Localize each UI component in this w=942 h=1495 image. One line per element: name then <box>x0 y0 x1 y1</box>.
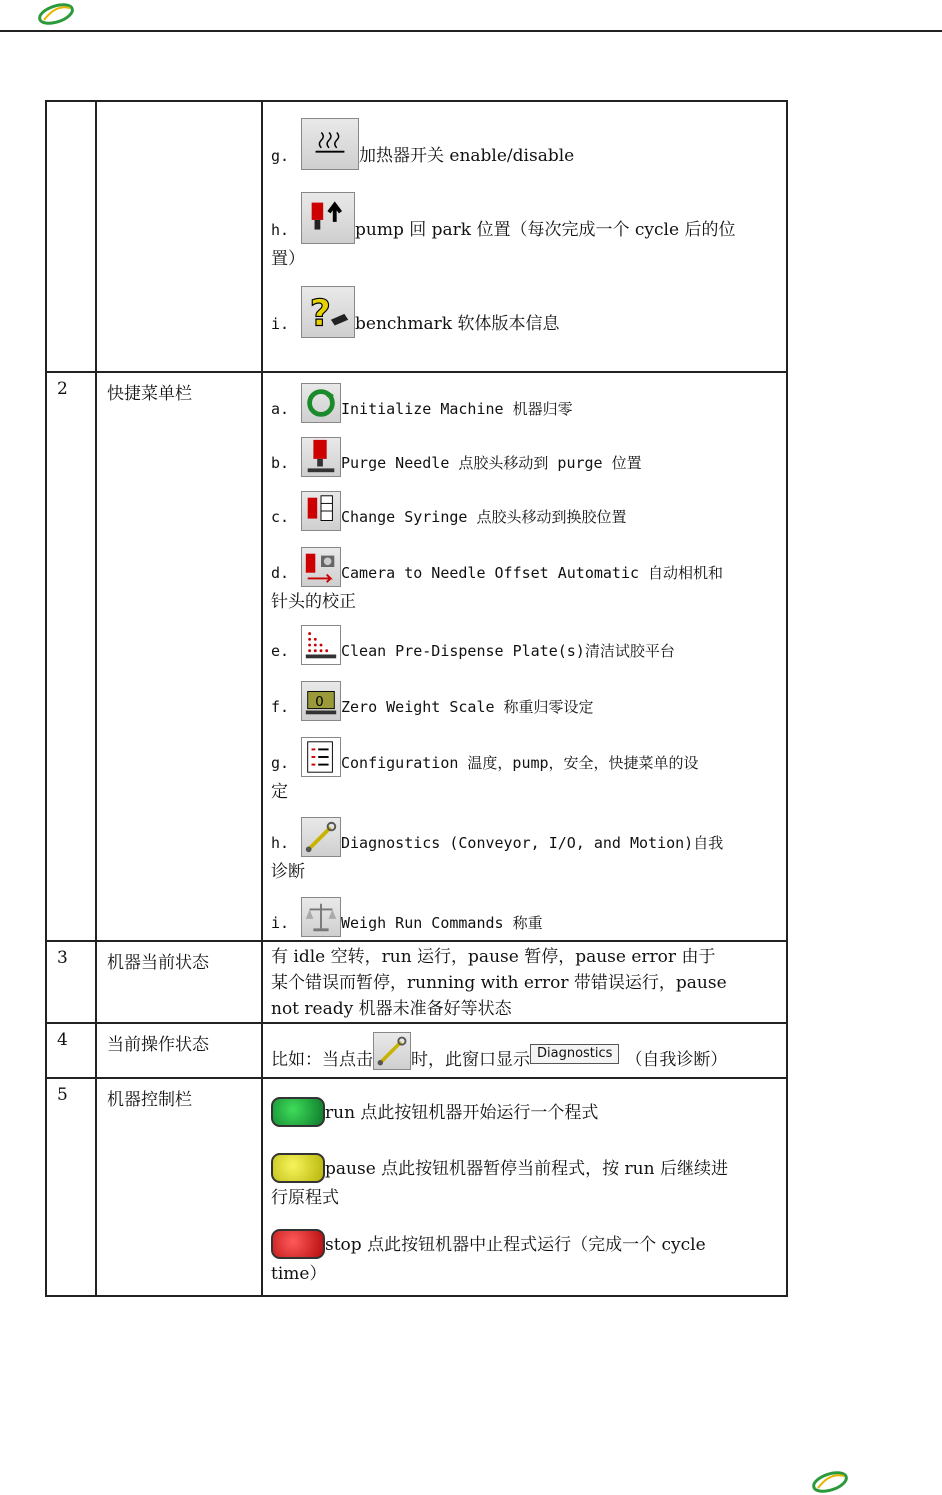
company-logo-icon <box>36 2 76 26</box>
stop-button-icon <box>271 1229 325 1259</box>
list-item: i. ? benchmark 软体版本信息 <box>271 286 778 338</box>
company-logo-icon <box>810 1470 850 1494</box>
list-item: b. Purge Needle 点胶头移动到 purge 位置 <box>271 433 778 477</box>
initialize-machine-icon <box>301 383 341 423</box>
configuration-icon <box>301 737 341 777</box>
row-name: 快捷菜单栏 <box>96 372 262 941</box>
row-number: 4 <box>46 1023 96 1078</box>
list-item: h. Diagnostics (Conveyor, I/O, and Motion)自我 <box>271 811 778 857</box>
camera-needle-offset-icon <box>301 547 341 587</box>
clean-plate-icon <box>301 625 341 665</box>
table-row <box>46 1078 787 1296</box>
row-description: g. 加热器开关 enable/disable h. pump 回 park 位置（每次完成一个 cycle 后的位 置） i. ? benchmark 软体版本信息 <box>262 101 787 372</box>
table-row <box>46 941 787 1023</box>
list-item: e. Clean Pre-Dispense Plate(s)清洁试胶平台 <box>271 621 778 665</box>
list-item: run 点此按钮机器开始运行一个程式 <box>271 1087 778 1127</box>
benchmark-help-icon <box>301 286 355 338</box>
run-button-icon <box>271 1097 325 1127</box>
row-number <box>46 101 96 372</box>
table-row <box>46 1023 787 1078</box>
table-row <box>46 372 787 941</box>
row-name: 机器控制栏 <box>96 1078 262 1296</box>
row-number: 3 <box>46 941 96 1023</box>
pump-park-icon <box>301 192 355 244</box>
status-box: Diagnostics <box>530 1044 619 1064</box>
row-name: 当前操作状态 <box>96 1023 262 1078</box>
row-description: run 点此按钮机器开始运行一个程式 pause 点此按钮机器暂停当前程式，按 run 后继续进 行原程式 stop 点此按钮机器中止程式运行（完成一个 cycle time） <box>262 1078 787 1296</box>
purge-needle-icon <box>301 437 341 477</box>
list-item: c. Change Syringe 点胶头移动到换胶位置 <box>271 487 778 531</box>
diagnostics-icon <box>373 1032 411 1070</box>
list-item: stop 点此按钮机器中止程式运行（完成一个 cycle <box>271 1221 778 1259</box>
list-item: d. Camera to Needle Offset Automatic 自动相机和 <box>271 541 778 587</box>
zero-weight-scale-icon <box>301 681 341 721</box>
pause-button-icon <box>271 1153 325 1183</box>
row-description: 比如：当点击 时，此窗口显示 Diagnostics （自我诊断） <box>262 1023 787 1078</box>
row-description: a. Initialize Machine 机器归零 b. Purge Needle 点胶头移动到 purge 位置 c. Change Syringe 点胶头移动到换胶位置 d. Camera to Needle Offset Automatic 自动相机和 针头的校正 e. Clean Pre-Dispense Plate(s)清洁试胶平台 f. 0 Zero Weight Scale 称重归零设定 g. Configuration 温度，pump，安全，快捷菜单的设 定 h. Diagnostics (Conveyor, I/O, and Motion)自我 诊断 i. Weigh Run Commands 称重 <box>262 372 787 941</box>
feature-table <box>45 100 788 1297</box>
list-item: g. 加热器开关 enable/disable <box>271 112 778 170</box>
row-name <box>96 101 262 372</box>
list-item: i. Weigh Run Commands 称重 <box>271 891 778 937</box>
svg-text:0: 0 <box>315 694 324 710</box>
svg-text:?: ? <box>309 291 331 335</box>
list-item: f. 0 Zero Weight Scale 称重归零设定 <box>271 677 778 721</box>
list-item: h. pump 回 park 位置（每次完成一个 cycle 后的位 <box>271 192 778 244</box>
header-rule <box>0 30 942 32</box>
weigh-run-icon <box>301 897 341 937</box>
row-number: 2 <box>46 372 96 941</box>
row-name: 机器当前状态 <box>96 941 262 1023</box>
change-syringe-icon <box>301 491 341 531</box>
list-item: pause 点此按钮机器暂停当前程式，按 run 后继续进 <box>271 1145 778 1183</box>
heater-icon <box>301 118 359 170</box>
list-item: a. Initialize Machine 机器归零 <box>271 377 778 423</box>
table-row <box>46 101 787 372</box>
diagnostics-icon <box>301 817 341 857</box>
list-item: g. Configuration 温度，pump，安全，快捷菜单的设 <box>271 731 778 777</box>
row-number: 5 <box>46 1078 96 1296</box>
row-description: 有 idle 空转，run 运行，pause 暂停，pause error 由于 某个错误而暂停，running with error 带错误运行，pause not ready 机器未准备好等状态 <box>262 941 787 1023</box>
